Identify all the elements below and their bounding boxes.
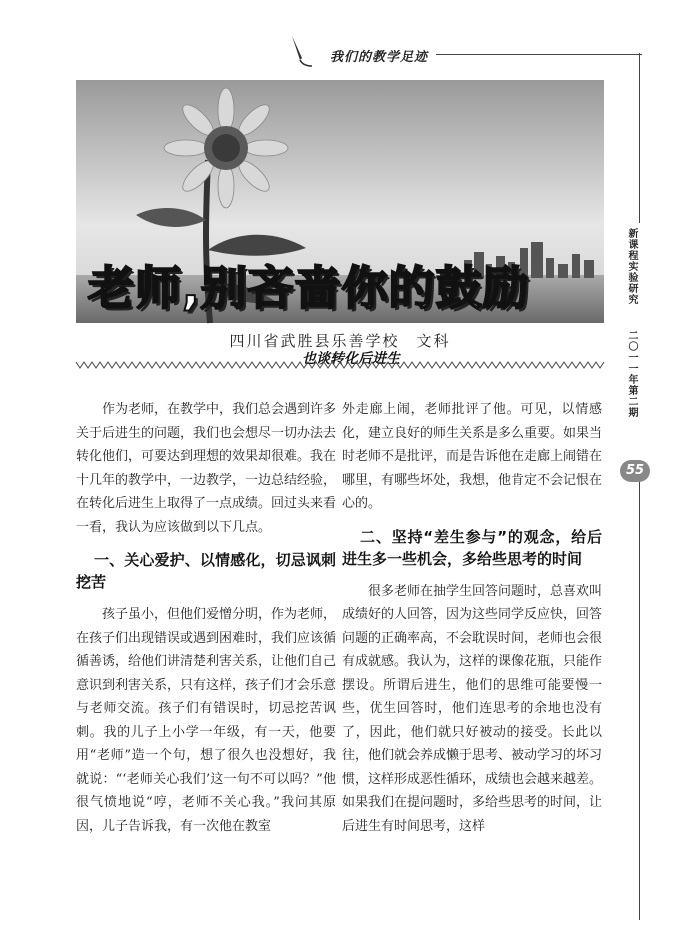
author-byline: 四川省武胜县乐善学校 文科 [229,332,451,350]
running-header [250,38,640,68]
issue-label: 二〇一一年第二期 [626,330,637,418]
zigzag-divider [76,360,604,370]
paragraph: 外走廊上闹，老师批评了他。可见，以情感化，建立良好的师生关系是多么重要。如果当时老师不是批评，而是告诉他在走廊上闹错在哪里，有哪些坏处，我想，他肯定不会记恨在心的。 [342,402,603,511]
section-heading-1: 一、关心爱护、以情感化，切忌讽刺挖苦 [76,551,336,591]
page-number: 55 [620,460,650,482]
section-title: 我们的教学足迹 [330,50,429,65]
side-rule-bottom [639,480,640,920]
article-title: 老师,别吝啬你的鼓励 [88,261,530,315]
pen-icon [288,34,314,68]
paragraph: 孩子虽小，但他们爱憎分明，作为老师，在孩子们出现错误或遇到困难时，我们应该循循善诱，给他们讲清楚利害关系，让他们自己意识到利害关系，只有这样，孩子们才会乐意与老师交流。孩子们有错误时，切忌挖苦讽刺。我的儿子上小学一年级，有一天，他要用“老师”造一个句，想了很久也没想好，我就说：“‘老师关心我们’这一句不可以吗？”他很气愤地说“哼，老师不关心我。”我问其原因，儿子告诉我，有一次他在教室 [76,607,337,834]
paragraph: 作为老师，在教学中，我们总会遇到许多关于后进生的问题，我们也会想尽一切办法去转化他们，可要达到理想的效果却很难。我在十几年的教学中，一边教学，一边总结经验，在转化后进生上取得了一点成绩。回过头来看一看，我认为应该做到以下几点。 [76,402,337,535]
paragraph: 很多老师在抽学生回答问题时，总喜欢叫成绩好的人回答，因为这些同学反应快，回答问题的正确率高，不会耽误时间，老师也会很有成就感。我认为，这样的课像花瓶，只能作摆设。所谓后进生，他们的思维可能要慢一些，优生回答时，他们连思考的余地也没有了，因此，他们就只好被动的接受。长此以往，他们就会养成懒于思考、被动学习的坏习惯，这样形成恶性循环，成绩也会越来越差。如果我们在提问题时，多给些思考的时间，让后进生有时间思考，这样 [342,583,603,834]
section-heading-2: 二、坚持“差生参与”的观念，给后进生多一些机会，多给些思考的时间 [342,527,602,568]
right-column [342,398,602,838]
header-rule [436,54,642,55]
left-column [76,398,336,838]
article-subtitle: 也谈转化后进生 [302,351,400,367]
side-rule-top [639,53,640,223]
journal-name: 新课程实验研究 [626,228,637,305]
